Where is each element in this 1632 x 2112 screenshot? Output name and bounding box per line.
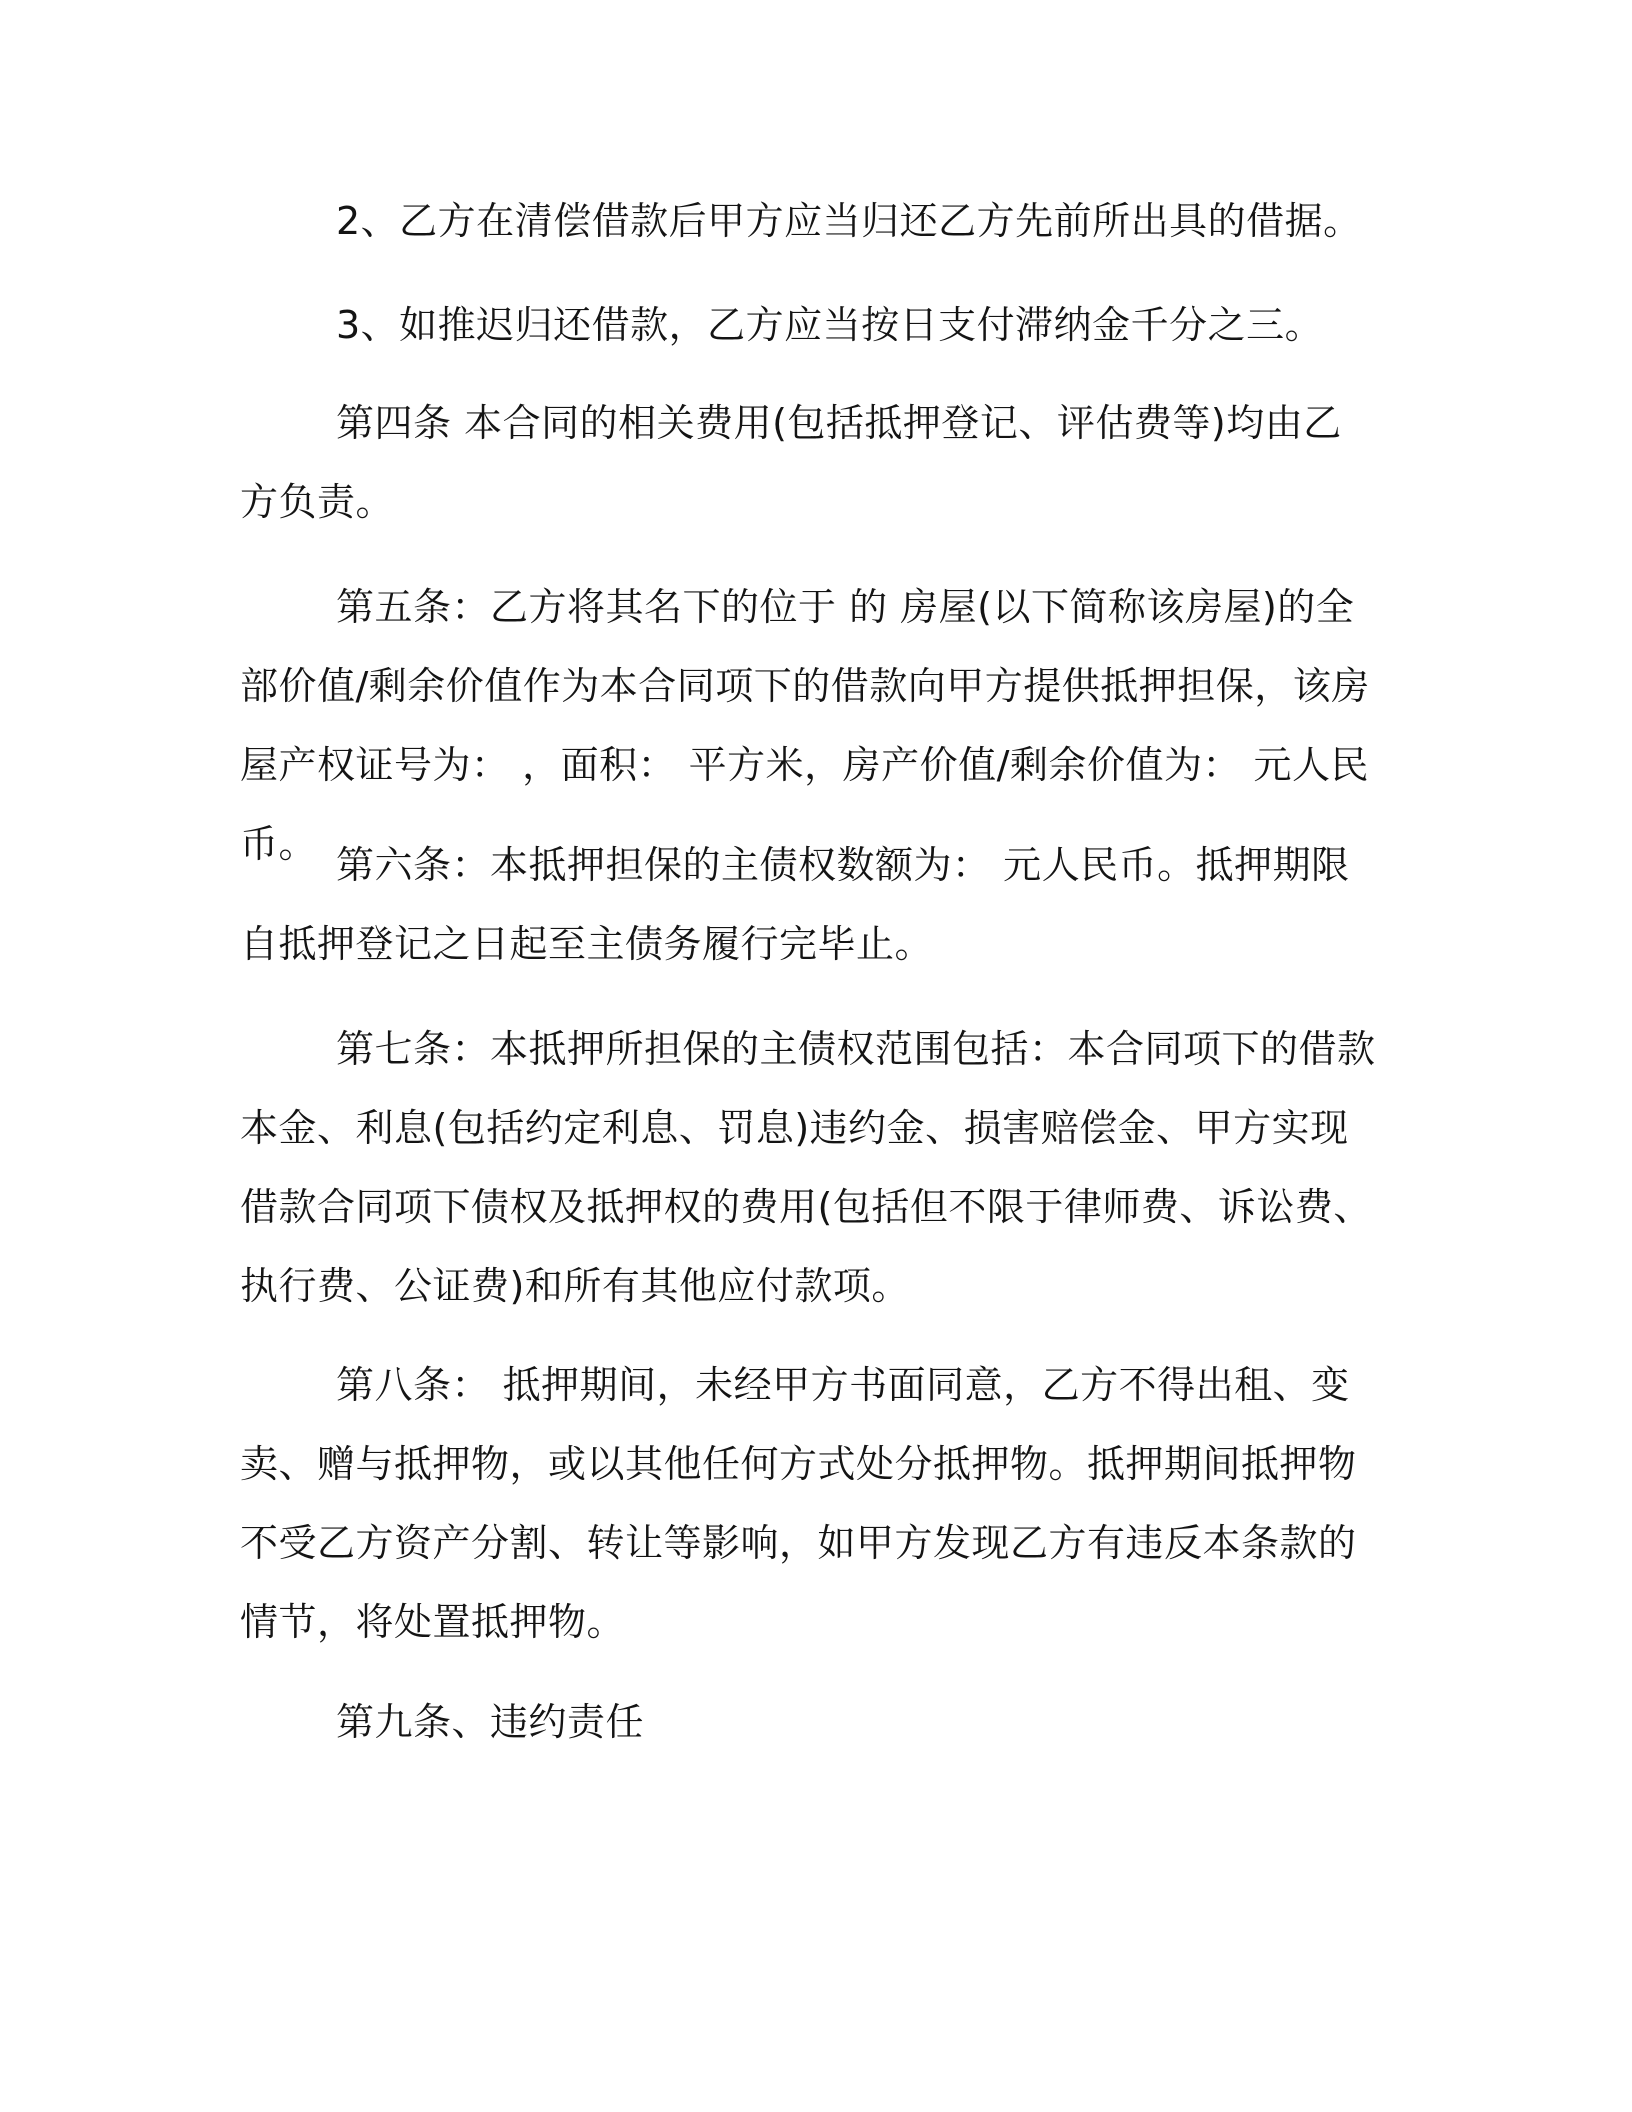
clause-6-principal: 第六条：本抵押担保的主债权数额为： 元人民币。抵押期限自抵押登记之日起至主债务履行完毕止。: [240, 843, 1350, 966]
clause-3-item-2: 2、乙方在清偿借款后甲方应当归还乙方先前所出具的借据。: [336, 199, 1362, 243]
clause-8-restrictions: 第八条： 抵押期间，未经甲方书面同意，乙方不得出租、变卖、赠与抵押物，或以其他任何方式处分抵押物。抵押期间抵押物不受乙方资产分割、转让等影响，如甲方发现乙方有违反本条款的情节，将处置抵押物。: [240, 1363, 1357, 1644]
clause-5-collateral: 第五条：乙方将其名下的位于 的 房屋(以下简称该房屋)的全部价值/剩余价值作为本合同项下的借款向甲方提供抵押担保，该房屋产权证号为： ，面积： 平方米，房产价值/剩余价值为： 元人民币。: [240, 585, 1370, 866]
clause-4-fees: 第四条 本合同的相关费用(包括抵押登记、评估费等)均由乙方负责。: [240, 401, 1342, 524]
clause-7-scope: 第七条：本抵押所担保的主债权范围包括：本合同项下的借款本金、利息(包括约定利息、罚息)违约金、损害赔偿金、甲方实现借款合同项下债权及抵押权的费用(包括但不限于律师费、诉讼费、执行费、公证费)和所有其他应付款项。: [240, 1027, 1376, 1308]
clause-3-item-3: 3、如推迟归还借款，乙方应当按日支付滞纳金千分之三。: [336, 303, 1324, 347]
clause-9-heading: 第九条、违约责任: [336, 1700, 645, 1744]
